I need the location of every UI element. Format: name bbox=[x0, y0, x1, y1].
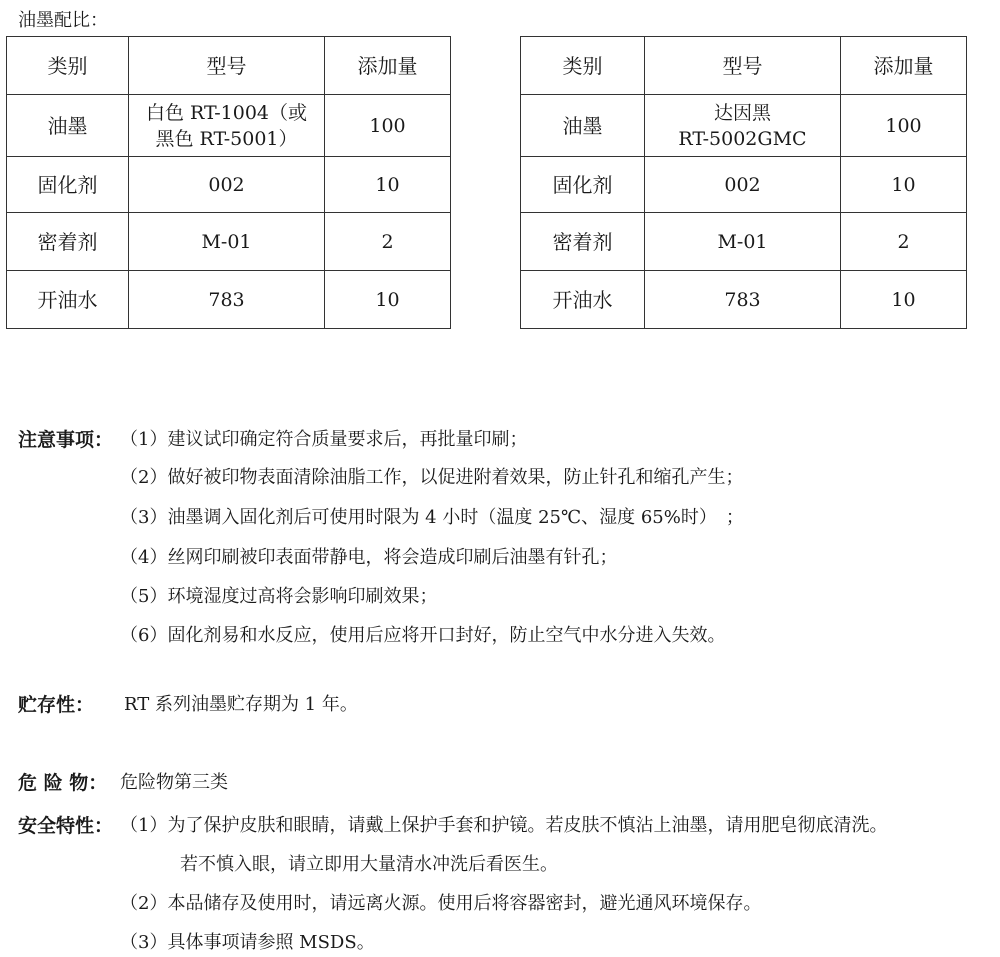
safety-item-3: （3）具体事项请参照 MSDS。 bbox=[120, 932, 375, 953]
cell-category: 油墨 bbox=[521, 95, 645, 157]
cell-model: 783 bbox=[129, 271, 325, 329]
storage-text: RT 系列油墨贮存期为 1 年。 bbox=[124, 694, 358, 715]
notes-label: 注意事项： bbox=[18, 429, 114, 451]
cell-category: 固化剂 bbox=[521, 157, 645, 213]
hazard-text: 危险物第三类 bbox=[120, 772, 228, 793]
cell-amount: 10 bbox=[841, 271, 967, 329]
cell-model: 002 bbox=[129, 157, 325, 213]
header-amount: 添加量 bbox=[841, 37, 967, 95]
notes-item-5: （5）环境湿度过高将会影响印刷效果； bbox=[120, 586, 438, 607]
header-model: 型号 bbox=[129, 37, 325, 95]
cell-model: 002 bbox=[645, 157, 841, 213]
ink-ratio-caption: 油墨配比： bbox=[18, 10, 108, 31]
cell-category: 油墨 bbox=[7, 95, 129, 157]
table-header-row bbox=[521, 37, 967, 95]
header-category: 类别 bbox=[7, 37, 129, 95]
table-row bbox=[7, 157, 451, 213]
header-amount: 添加量 bbox=[325, 37, 451, 95]
ink-ratio-table-1 bbox=[6, 36, 451, 329]
cell-category: 开油水 bbox=[7, 271, 129, 329]
cell-model: M-01 bbox=[645, 213, 841, 271]
header-category: 类别 bbox=[521, 37, 645, 95]
table-row bbox=[521, 157, 967, 213]
cell-model: M-01 bbox=[129, 213, 325, 271]
safety-label: 安全特性： bbox=[18, 815, 114, 837]
table-row bbox=[7, 95, 451, 157]
cell-model: 783 bbox=[645, 271, 841, 329]
table-header-row bbox=[7, 37, 451, 95]
table-row bbox=[521, 271, 967, 329]
cell-category: 密着剂 bbox=[7, 213, 129, 271]
cell-category: 固化剂 bbox=[7, 157, 129, 213]
cell-amount: 10 bbox=[325, 157, 451, 213]
safety-item-2: （2）本品储存及使用时，请远离火源。使用后将容器密封，避光通风环境保存。 bbox=[120, 893, 762, 914]
cell-model bbox=[645, 95, 841, 157]
header-model: 型号 bbox=[645, 37, 841, 95]
cell-amount: 10 bbox=[841, 157, 967, 213]
ink-ratio-table-2 bbox=[520, 36, 967, 329]
table-row bbox=[7, 213, 451, 271]
cell-amount: 100 bbox=[325, 95, 451, 157]
table-row bbox=[7, 271, 451, 329]
cell-amount: 10 bbox=[325, 271, 451, 329]
notes-item-1: （1）建议试印确定符合质量要求后，再批量印刷； bbox=[120, 429, 528, 450]
table-row bbox=[521, 95, 967, 157]
table-row bbox=[521, 213, 967, 271]
cell-category: 开油水 bbox=[521, 271, 645, 329]
safety-item-1-cont: 若不慎入眼，请立即用大量清水冲洗后看医生。 bbox=[180, 854, 558, 875]
hazard-label: 危 险 物： bbox=[18, 772, 108, 794]
cell-model bbox=[129, 95, 325, 157]
cell-amount: 100 bbox=[841, 95, 967, 157]
cell-amount: 2 bbox=[325, 213, 451, 271]
cell-model-line2: 黑色 RT-5001） bbox=[155, 127, 298, 150]
notes-item-6: （6）固化剂易和水反应，使用后应将开口封好，防止空气中水分进入失效。 bbox=[120, 625, 726, 646]
storage-label: 贮存性： bbox=[18, 694, 95, 716]
cell-category: 密着剂 bbox=[521, 213, 645, 271]
notes-item-4: （4）丝网印刷被印表面带静电，将会造成印刷后油墨有针孔； bbox=[120, 547, 618, 568]
cell-amount: 2 bbox=[841, 213, 967, 271]
cell-model-line1: 达因黑 bbox=[713, 101, 771, 124]
notes-item-2: （2）做好被印物表面清除油脂工作，以促进附着效果，防止针孔和缩孔产生； bbox=[120, 467, 744, 488]
cell-model-line2: RT-5002GMC bbox=[678, 127, 807, 150]
cell-model-line1: 白色 RT-1004（或 bbox=[145, 101, 307, 124]
notes-item-3: （3）油墨调入固化剂后可使用时限为 4 小时（温度 25℃、湿度 65%时） ； bbox=[120, 507, 744, 528]
safety-item-1: （1）为了保护皮肤和眼睛，请戴上保护手套和护镜。若皮肤不慎沾上油墨，请用肥皂彻底清洗。 bbox=[120, 815, 888, 836]
